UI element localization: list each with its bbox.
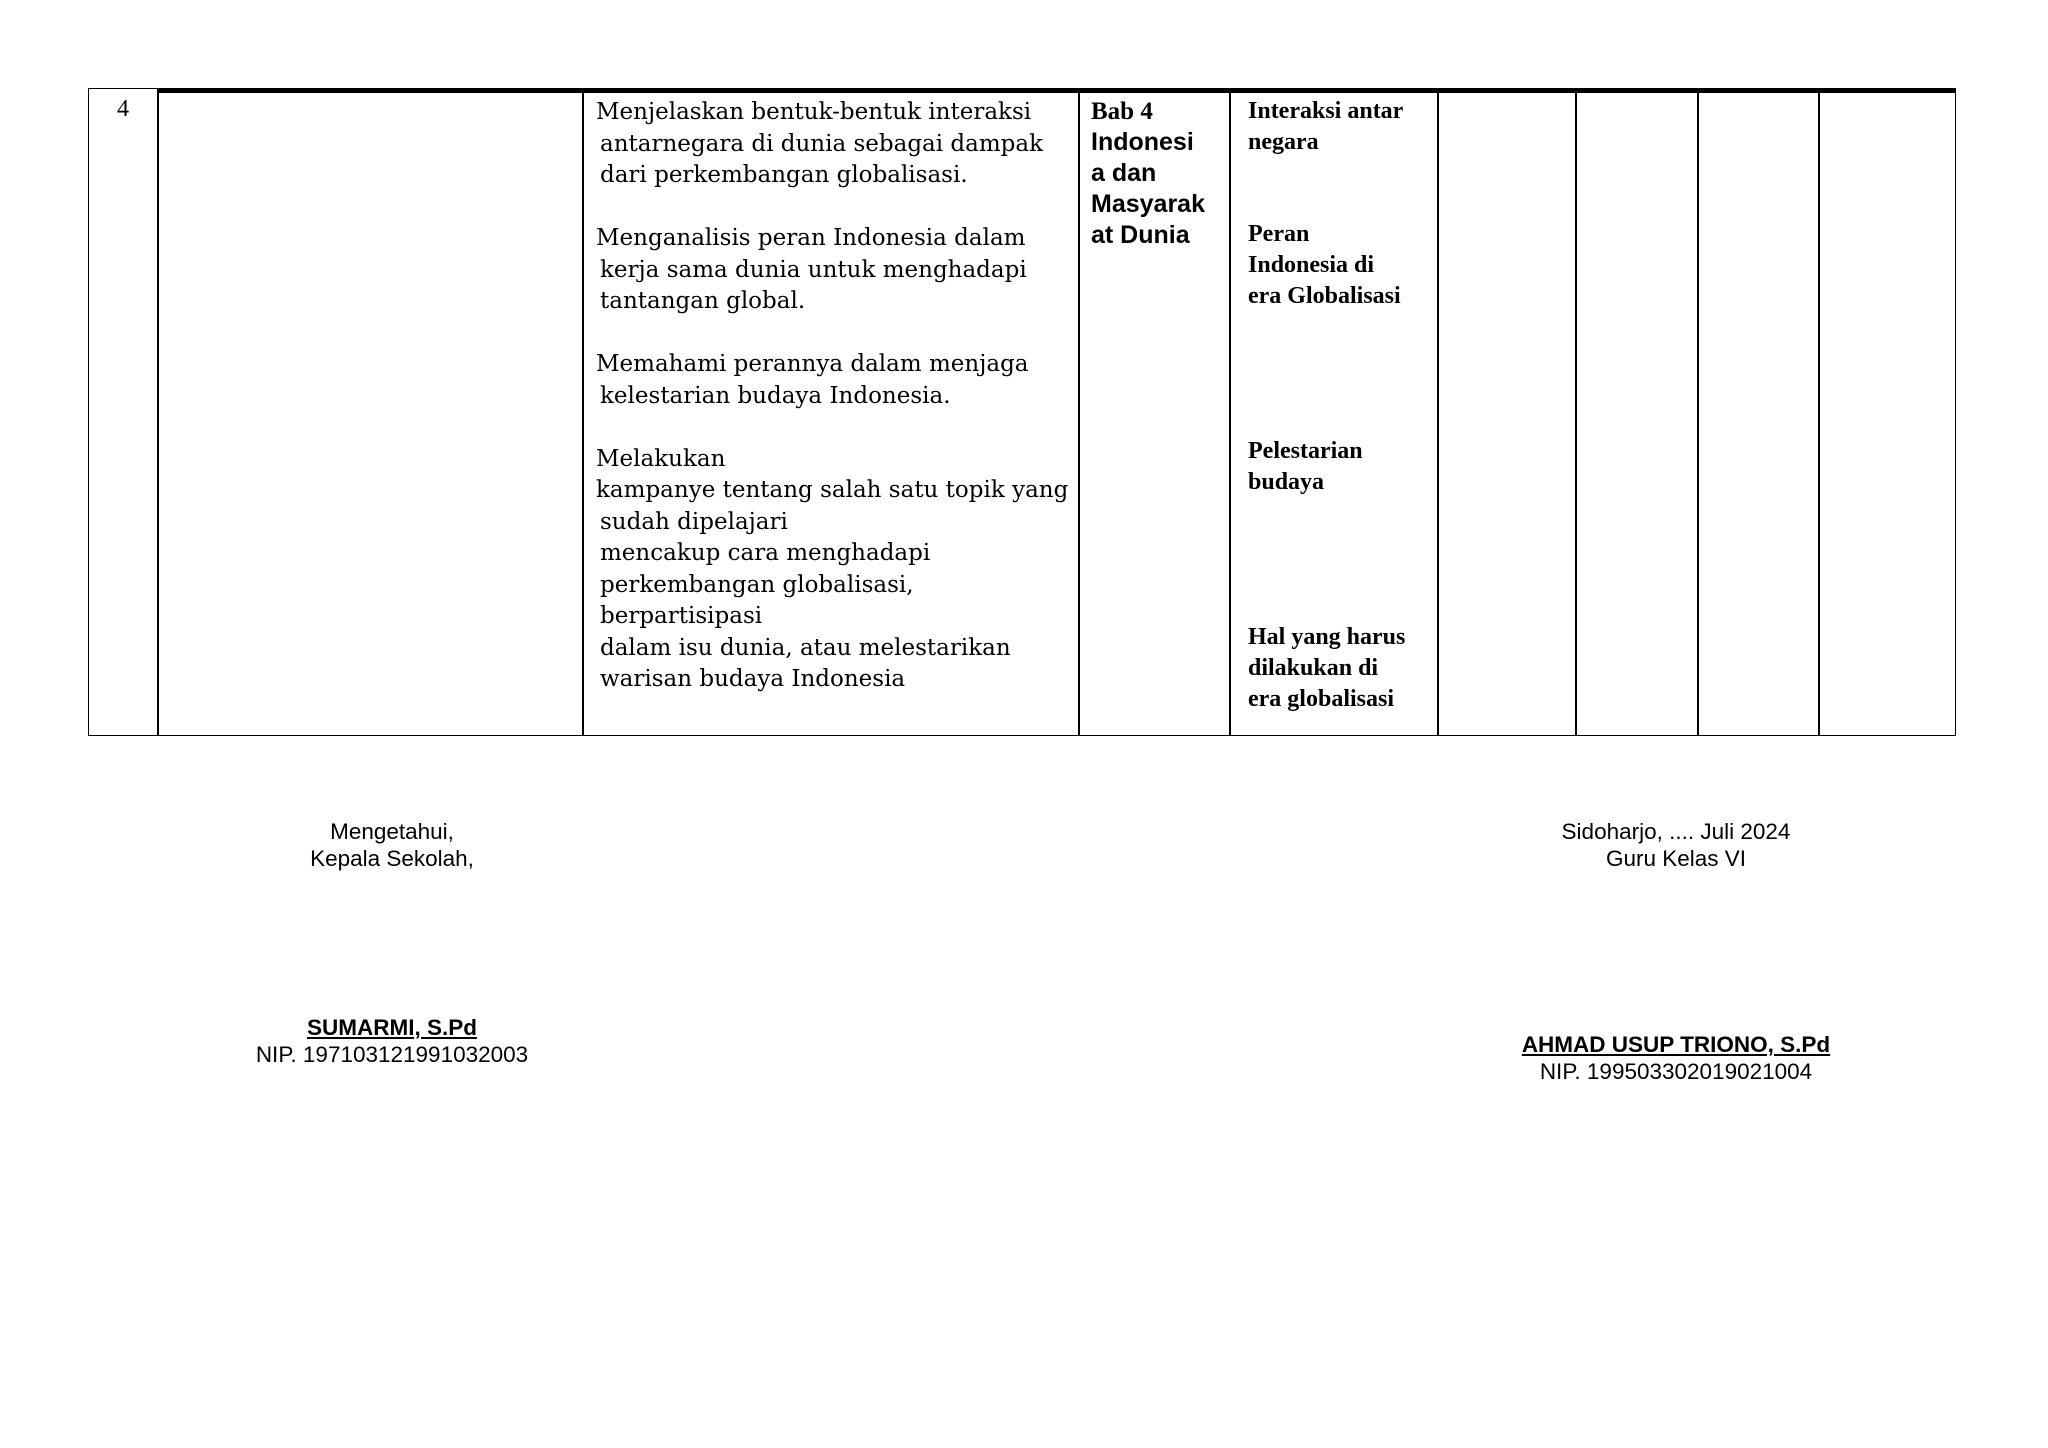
objective-paragraph [596,444,1076,696]
objective-line: kampanye tentang salah satu topik yang [596,477,1069,503]
objective-line: antarnegara di dunia sebagai dampak [600,130,1044,157]
objective-line: kerja sama dunia untuk menghadapi [600,256,1027,283]
column-divider [1697,88,1699,736]
place-date-label: Sidoharjo, .... Juli 2024 [1561,819,1791,844]
topic-item: Peran Indonesia di era Globalisasi [1248,221,1401,309]
objective-line: dari perkembangan globalisasi. [600,162,968,188]
column-divider [582,88,584,736]
position-label: Guru Kelas VI [1605,846,1747,871]
signature-right-footer [1476,1031,1876,1085]
objective-paragraph [596,223,1076,318]
objective-line: mencakup cara menghadapi [600,540,931,566]
column-divider [157,88,159,736]
objective-paragraph [596,97,1076,192]
objective-line: tantangan global. [600,288,806,314]
topic-item: Hal yang harus dilakukan di era globalisasi [1248,624,1406,712]
objective-line: Memahami perannya dalam menjaga [596,351,1029,377]
acknowledgement-label: Mengetahui, [330,819,454,844]
topic-item: Interaksi antar negara [1248,98,1404,155]
objective-line: Menganalisis peran Indonesia dalam [596,225,1026,251]
objective-line: Melakukan [596,445,726,472]
learning-objectives-cell [596,97,1076,696]
column-divider [1818,88,1820,736]
chapter-title: Indonesi a dan Masyarak at Dunia [1091,128,1205,249]
chapter-label: Bab 4 [1091,98,1153,125]
position-label: Kepala Sekolah, [310,846,474,871]
topic-item: Pelestarian budaya [1248,438,1363,495]
objective-line: sudah dipelajari [600,508,788,535]
column-divider [1575,88,1577,736]
objective-line: kelestarian budaya Indonesia. [600,382,951,409]
objective-line: warisan budaya Indonesia [600,666,906,692]
objective-line: berpartisipasi [600,603,763,629]
objective-line: perkembangan globalisasi, [600,571,914,598]
objective-paragraph [596,349,1076,412]
chapter-cell [1091,96,1239,251]
principal-nip: NIP. 197103121991032003 [255,1042,529,1067]
principal-name: SUMARMI, S.Pd [306,1015,477,1040]
signature-right-header [1506,818,1846,872]
objective-line: Menjelaskan bentuk-bentuk interaksi [596,99,1032,125]
signature-left-footer [222,1014,562,1068]
table-top-border [158,88,1956,93]
signature-left-header [242,818,542,872]
row-number: 4 [117,96,129,122]
column-divider [1078,88,1080,736]
teacher-nip: NIP. 199503302019021004 [1539,1059,1813,1084]
teacher-name: AHMAD USUP TRIONO, S.Pd [1521,1032,1831,1057]
objective-line: dalam isu dunia, atau melestarikan [600,634,1011,661]
